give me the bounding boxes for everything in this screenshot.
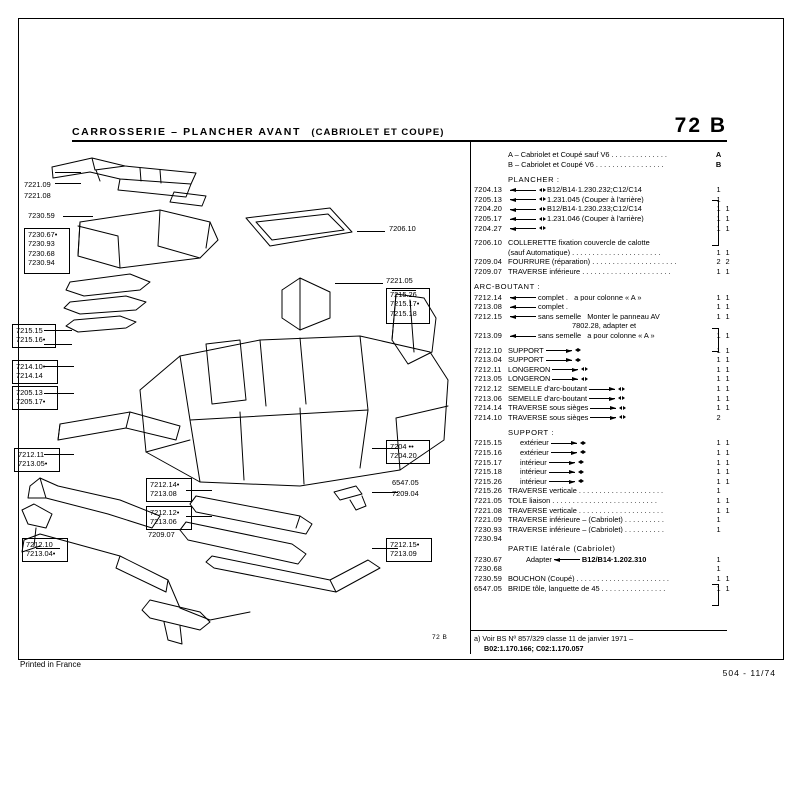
qty-a: 1 — [716, 447, 721, 457]
part-row — [474, 525, 732, 535]
qty-b: 1 — [725, 267, 730, 277]
part-desc: intérieur — [520, 458, 547, 466]
qty-b: 1 — [725, 302, 730, 312]
qty-a: 1 — [716, 292, 721, 302]
diagram-label-7204-20: 7204.20 — [390, 451, 417, 461]
part-desc: TOLE liaison . . . . . . . . . . . . . . . . . . . . . . . . . . — [508, 496, 657, 505]
arrow-icon — [510, 305, 536, 310]
diagram-label-7205-13: 7205.13 — [16, 388, 43, 397]
part-row — [474, 331, 732, 341]
part-ref: 7213.09 — [474, 331, 503, 340]
diamond-icon — [575, 358, 582, 363]
part-ref: 7209.07 — [474, 267, 503, 277]
part-ref: 7212.14 — [474, 292, 503, 302]
diagram-label-7230-68: 7230.68 — [28, 248, 55, 258]
part-desc: COLLERETTE fixation couvercle de calotte — [508, 239, 650, 247]
part-desc: SEMELLE d'arc-boutant — [508, 394, 588, 402]
part-ref: 7213.08 — [474, 302, 503, 312]
diagram-label-7204: 7204 •• — [390, 442, 414, 451]
variant-b-label: B – Cabriolet et Coupé V6 . . . . . . . . . . . . . . . . . — [508, 160, 664, 169]
part-desc: SUPPORT — [508, 356, 544, 364]
qty-a: 1 — [716, 247, 721, 257]
section-title-plancher: PLANCHER : — [508, 174, 560, 184]
part-desc: B12/B14·1.230.233;C12/C14 — [547, 205, 642, 213]
qty-a: 1 — [716, 457, 721, 467]
diamond-icon — [575, 348, 582, 353]
part-ref: 7215.18 — [474, 467, 503, 477]
part-row — [474, 393, 732, 403]
qty-a: 1 — [716, 574, 721, 584]
part-ref: 7215.26 — [474, 476, 503, 486]
diamond-icon — [618, 396, 625, 401]
qty-b: 1 — [725, 457, 730, 467]
qty-a: 1 — [716, 583, 721, 593]
leader-line — [357, 231, 385, 232]
footnote-line-1: a) Voir BS Nº 857/329 classe 11 de janvier 1971 – — [474, 634, 634, 643]
arrow-icon — [589, 387, 615, 392]
qty-a: 1 — [716, 554, 721, 564]
part-desc: 1.231.045 (Couper à l'arrière) — [547, 195, 644, 204]
diagram-label-7230-67: 7230.67• — [28, 230, 58, 239]
qty-b: 1 — [725, 495, 730, 505]
part-desc: SUPPORT — [508, 346, 544, 354]
column-divider — [470, 142, 471, 654]
part-desc: TRAVERSE inférieure . . . . . . . . . . . . . . . . . . . . . . — [508, 268, 671, 276]
part-row — [474, 321, 732, 331]
qty-a: 1 — [716, 194, 721, 204]
header-rule — [72, 140, 727, 142]
footnote-rule — [470, 630, 727, 631]
qty-b: 1 — [725, 214, 730, 224]
part-desc: BOUCHON (Coupé) . . . . . . . . . . . . . . . . . . . . . . . — [508, 575, 669, 583]
label-group-box-7212-15 — [386, 538, 432, 562]
qty-b: 1 — [725, 574, 730, 584]
part-ref: 7230.93 — [474, 524, 503, 534]
diagram-label-7212-14: 7212.14• — [150, 480, 180, 489]
part-row — [474, 496, 732, 506]
part-desc: sans semelle — [538, 332, 582, 340]
qty-b: 1 — [725, 247, 730, 257]
part-row — [474, 355, 732, 365]
part-row — [474, 384, 732, 394]
diamond-icon — [539, 197, 546, 202]
qty-b: 1 — [725, 383, 730, 393]
qty-a: 1 — [716, 302, 721, 312]
diamond-icon — [580, 450, 587, 455]
label-group-box-7212-10 — [22, 538, 68, 562]
part-desc: Adapter — [526, 555, 552, 564]
qty-b: 1 — [725, 374, 730, 384]
arrow-icon — [510, 226, 536, 231]
part-row — [474, 457, 732, 467]
qty-a: 1 — [716, 267, 721, 277]
label-group-box-7204 — [386, 440, 430, 464]
variant-a-letter: A — [715, 150, 722, 160]
part-desc: TRAVERSE verticale . . . . . . . . . . . . . . . . . . . . . — [508, 487, 664, 495]
diagram-label-7230-93: 7230.93 — [28, 239, 55, 249]
qty-b: 1 — [725, 447, 730, 457]
part-ref: 7209.04 — [474, 257, 503, 267]
diagram-label-7215-15: 7215.15 — [16, 326, 43, 335]
part-desc: TRAVERSE inférieure – (Cabriolet) . . . . . . . . . . — [508, 525, 664, 534]
diamond-icon — [581, 377, 588, 382]
part-ref: 7215.26 — [474, 486, 503, 496]
part-ref: 7214.14 — [474, 403, 503, 413]
part-ref: 7214.10 — [474, 412, 503, 422]
diagram-label-7209-07: 7209.07 — [148, 530, 175, 539]
label-group-box-7212-12 — [146, 506, 192, 530]
arrow-icon — [510, 217, 536, 222]
qty-b: 1 — [725, 583, 730, 593]
section-title-arc-boutant: ARC-BOUTANT : — [474, 282, 541, 292]
part-ref: 7215.15 — [474, 438, 503, 448]
arrow-icon — [546, 358, 572, 363]
part-desc: intérieur — [520, 477, 547, 486]
arrow-icon — [510, 334, 536, 339]
qty-a: 2 — [716, 412, 721, 422]
part-ref: 7206.10 — [474, 238, 503, 248]
arrow-icon — [551, 450, 577, 455]
part-desc: TRAVERSE verticale . . . . . . . . . . . . . . . . . . . . . — [508, 506, 664, 514]
leader-line — [63, 216, 93, 217]
page-header — [72, 114, 727, 140]
diagram-label-7205-17: 7205.17• — [16, 397, 46, 407]
qty-b: 1 — [725, 403, 730, 413]
diagram-label-7212-15: 7212.15• — [390, 540, 420, 549]
qty-a: 1 — [716, 486, 721, 496]
qty-brace — [712, 328, 719, 352]
diamond-icon — [539, 217, 546, 222]
part-desc: sans semelle — [538, 312, 582, 321]
arrow-icon — [552, 377, 578, 382]
diamond-icon — [539, 188, 546, 193]
part-desc: FOURRURE (réparation) . . . . . . . . . . . . . . . . . . . . . — [508, 258, 677, 266]
qty-a: 2 — [716, 257, 721, 267]
qty-a: 1 — [716, 345, 721, 355]
qty-a: 1 — [716, 476, 721, 486]
qty-a: 1 — [716, 374, 721, 384]
diagram-label-7230-59: 7230.59 — [28, 211, 55, 220]
qty-a: 1 — [716, 214, 721, 224]
parts-list — [474, 150, 732, 593]
part-row — [474, 204, 732, 214]
qty-b: 1 — [725, 355, 730, 365]
part-ref: 7212.15 — [474, 311, 503, 321]
diagram-label-7213-05: 7213.05• — [18, 459, 48, 469]
part-desc: TRAVERSE sous sièges — [508, 413, 589, 422]
qty-b: 2 — [725, 257, 730, 267]
label-group-box-left — [24, 228, 70, 274]
variant-a-label: A – Cabriolet et Coupé sauf V6 . . . . . . . . . . . . . . — [508, 151, 667, 159]
qty-a: 1 — [716, 524, 721, 534]
part-desc: complet . — [538, 293, 568, 302]
part-row — [474, 574, 732, 584]
diagram-label-7214-14: 7214.14 — [16, 371, 43, 381]
part-row — [474, 248, 732, 258]
part-row — [474, 564, 732, 574]
part-row — [474, 438, 732, 448]
part-ref: 7205.13 — [474, 194, 503, 204]
footnote — [474, 634, 732, 653]
qty-b: 1 — [725, 204, 730, 214]
part-desc: 1.231.046 (Couper à l'arrière) — [547, 215, 644, 223]
diamond-icon — [578, 470, 585, 475]
part-row — [474, 238, 732, 248]
label-group-box-7215 — [12, 324, 56, 348]
part-row — [474, 448, 732, 458]
label-group-box-7205 — [12, 386, 58, 410]
diagram-label-7215-18: 7215.18 — [390, 308, 417, 318]
qty-a: 1 — [716, 223, 721, 233]
qty-b: 1 — [725, 393, 730, 403]
diagram-label-6547-05: 6547.05 — [392, 478, 419, 487]
diamond-icon — [539, 226, 546, 231]
part-ref: 7213.06 — [474, 393, 503, 403]
part-ref: 7221.05 — [474, 495, 503, 505]
part-desc: 7802.28, adapter et — [572, 322, 637, 330]
qty-a: 1 — [716, 564, 721, 574]
part-row — [474, 584, 732, 594]
part-ref: 7230.59 — [474, 574, 503, 584]
arrow-icon — [546, 348, 572, 353]
diagram-label-7213-08: 7213.08 — [150, 489, 177, 499]
label-group-box-7214 — [12, 360, 58, 384]
part-desc: LONGERON — [508, 375, 551, 383]
diagram-label-7213-09: 7213.09 — [390, 549, 417, 559]
qty-a: 1 — [716, 383, 721, 393]
diagram-label-7209-04: 7209.04 — [392, 489, 419, 498]
adapter-code: B12/B14·1.202.310 — [581, 555, 647, 564]
diagram-label-7212-12: 7212.12• — [150, 508, 180, 517]
arrow-icon — [590, 415, 616, 420]
part-row — [474, 293, 732, 303]
qty-a: 1 — [716, 311, 721, 321]
printed-in-france: Printed in France — [20, 660, 81, 669]
part-row — [474, 534, 732, 544]
part-ref: 7204.27 — [474, 223, 503, 233]
part-row — [474, 185, 732, 195]
part-ref: 7230.68 — [474, 564, 503, 574]
arrow-icon — [549, 470, 575, 475]
arrow-icon — [510, 188, 536, 193]
part-ref: 7212.11 — [474, 364, 502, 374]
part-desc: (sauf Automatique) . . . . . . . . . . . . . . . . . . . . . . — [508, 248, 661, 257]
part-ref: 7230.67 — [474, 554, 503, 564]
diagram-label-7213-04: 7213.04• — [26, 549, 56, 559]
qty-b: 1 — [725, 467, 730, 477]
qty-b: 1 — [725, 311, 730, 321]
diagram-label-7215-16: 7215.16• — [16, 335, 46, 345]
diamond-icon — [580, 441, 587, 446]
part-desc: LONGERON — [508, 365, 551, 374]
part-row — [474, 555, 732, 565]
part-row — [474, 224, 732, 234]
part-row — [474, 374, 732, 384]
part-ref: 7230.94 — [474, 534, 503, 544]
diagram-label-7212-10: 7212.10 — [26, 540, 53, 549]
diamond-icon — [619, 406, 626, 411]
arrow-icon — [510, 197, 536, 202]
diagram-label-7221-08: 7221.08 — [24, 191, 51, 200]
part-row — [474, 257, 732, 267]
part-row — [474, 267, 732, 277]
diamond-icon — [578, 460, 585, 465]
qty-b: 1 — [725, 476, 730, 486]
part-desc: extérieur — [520, 439, 549, 447]
part-desc: BRIDE tôle, languette de 45 . . . . . . . . . . . . . . . . — [508, 584, 666, 593]
arrow-icon — [510, 207, 536, 212]
qty-a: 1 — [716, 355, 721, 365]
part-row — [474, 214, 732, 224]
qty-b: 1 — [725, 292, 730, 302]
part-desc: TRAVERSE inférieure – (Cabriolet) . . . . . . . . . . — [508, 516, 664, 524]
section-code: 72 B — [674, 114, 727, 137]
qty-b: 1 — [725, 345, 730, 355]
part-desc: TRAVERSE sous sièges — [508, 404, 589, 412]
arrow-icon — [510, 295, 536, 300]
leader-line — [55, 172, 81, 173]
part-row — [474, 302, 732, 312]
qty-a: 1 — [716, 515, 721, 525]
qty-brace — [712, 584, 719, 606]
part-row — [474, 365, 732, 375]
part-desc: B12/B14·1.230.232;C12/C14 — [547, 186, 642, 194]
label-group-box-7212-11 — [14, 448, 60, 472]
qty-a: 1 — [716, 438, 721, 448]
arrow-icon — [589, 396, 615, 401]
diamond-icon — [539, 207, 546, 212]
diagram-label-7215-17: 7215.17• — [390, 299, 420, 309]
part-ref: 7221.08 — [474, 505, 503, 515]
qty-a: 1 — [716, 393, 721, 403]
part-ref: 6547.05 — [474, 583, 503, 593]
part-row — [474, 486, 732, 496]
arrow-icon — [551, 441, 577, 446]
note-a2: a pour colonne « A » — [587, 332, 655, 340]
qty-b: 1 — [725, 438, 730, 448]
part-desc: extérieur — [520, 448, 549, 457]
qty-b: 1 — [725, 364, 730, 374]
diamond-icon — [578, 479, 585, 484]
qty-a: 1 — [716, 204, 721, 214]
part-row — [474, 505, 732, 515]
part-desc: SEMELLE d'arc-boutant — [508, 384, 588, 393]
part-row — [474, 467, 732, 477]
diagram-label-7230-94: 7230.94 — [28, 258, 55, 268]
diagram-label-7213-06: 7213.06 — [150, 517, 177, 527]
note-a: a pour colonne « A » — [574, 293, 642, 302]
label-group-box-7212-14 — [146, 478, 192, 502]
arrow-icon — [549, 479, 575, 484]
leader-line — [335, 283, 383, 284]
part-ref: 7212.10 — [474, 345, 503, 355]
part-ref: 7215.17 — [474, 457, 503, 467]
part-ref: 7204.20 — [474, 204, 503, 214]
arrow-icon — [590, 406, 616, 411]
arrow-icon — [510, 314, 536, 319]
part-ref: 7205.17 — [474, 214, 503, 224]
part-row — [474, 477, 732, 487]
page-subtitle: (CABRIOLET ET COUPE) — [311, 127, 445, 138]
part-ref: 7213.05 — [474, 374, 503, 384]
note-mount: Monter le panneau AV — [587, 312, 660, 321]
part-desc: intérieur — [520, 468, 547, 476]
page-title: CARROSSERIE – PLANCHER AVANT — [72, 126, 301, 138]
diagram-label-7206-10: 7206.10 — [389, 224, 416, 233]
section-title-support: SUPPORT : — [508, 427, 555, 437]
arrow-icon — [552, 367, 578, 372]
part-row — [474, 312, 732, 322]
qty-b: 1 — [725, 331, 730, 340]
qty-a: 1 — [716, 185, 721, 195]
part-row — [474, 515, 732, 525]
part-row — [474, 413, 732, 423]
variant-b-letter: B — [715, 159, 722, 169]
part-ref: 7215.16 — [474, 447, 503, 457]
diagram-label-7215-26: 7215.26 — [390, 290, 417, 299]
arrow-icon — [554, 557, 580, 562]
leader-line — [55, 183, 81, 184]
diamond-icon — [581, 367, 588, 372]
part-row — [474, 403, 732, 413]
qty-a: 1 — [716, 495, 721, 505]
qty-a: 1 — [716, 403, 721, 413]
section-title-partie-laterale: PARTIE latérale (Cabriolet) — [508, 544, 616, 554]
diamond-icon — [619, 415, 626, 420]
variant-row — [474, 150, 732, 160]
qty-a: 1 — [716, 364, 721, 374]
diagram-label-7212-11: 7212.11 — [18, 450, 45, 459]
footnote-line-2: B02:1.170.166; C02:1.170.057 — [484, 643, 584, 653]
page-number: 504 - 11/74 — [722, 668, 776, 678]
part-ref: 7212.12 — [474, 383, 503, 393]
diagram-label-7221-09: 7221.09 — [24, 180, 51, 189]
diagram-label-7214-10: 7214.10• — [16, 362, 46, 371]
diamond-icon — [618, 387, 625, 392]
part-row — [474, 195, 732, 205]
qty-b: 1 — [725, 505, 730, 515]
figure-tag: 72 B — [432, 634, 448, 641]
part-ref: 7221.09 — [474, 515, 503, 525]
label-group-box-wing — [386, 288, 430, 324]
diagram-label-7221-05: 7221.05 — [386, 276, 413, 285]
part-ref: 7213.04 — [474, 355, 503, 365]
qty-b: 1 — [725, 223, 730, 233]
part-row — [474, 346, 732, 356]
arrow-icon — [549, 460, 575, 465]
part-desc: complet . — [538, 303, 568, 311]
qty-a: 1 — [716, 331, 721, 340]
variant-row — [474, 160, 732, 170]
part-ref: 7204.13 — [474, 185, 503, 195]
qty-brace — [712, 200, 719, 246]
qty-a: 1 — [716, 467, 721, 477]
qty-a: 1 — [716, 505, 721, 515]
